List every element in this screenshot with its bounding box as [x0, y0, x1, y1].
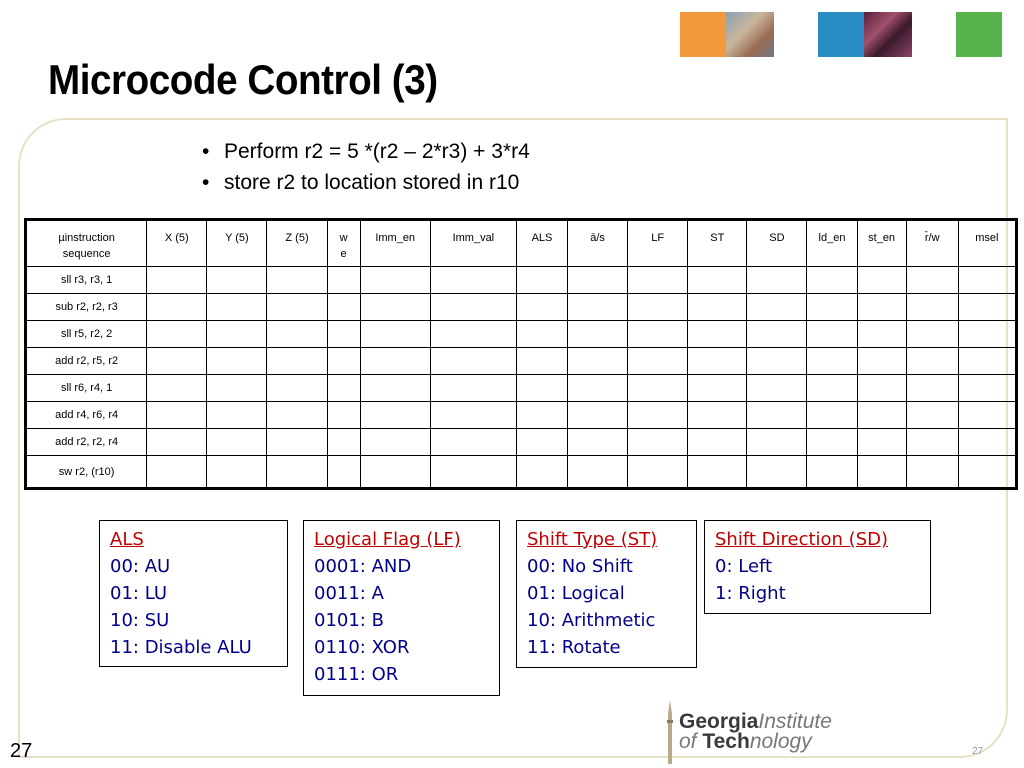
empty-cell	[747, 456, 807, 489]
header-cell: Imm_en	[360, 220, 430, 267]
empty-cell	[958, 402, 1016, 429]
empty-cell	[628, 294, 688, 321]
empty-cell	[516, 321, 567, 348]
empty-cell	[568, 348, 628, 375]
instruction-cell: sll r5, r2, 2	[26, 321, 147, 348]
legend-item: 10: SU	[110, 610, 170, 631]
header-cell: r̄/w	[906, 220, 958, 267]
legend-logical-flag	[303, 520, 500, 696]
legend-title: Logical Flag (LF)	[314, 529, 461, 550]
empty-cell	[267, 456, 327, 489]
empty-cell	[207, 267, 267, 294]
empty-cell	[807, 348, 857, 375]
empty-cell	[906, 348, 958, 375]
empty-cell	[267, 267, 327, 294]
empty-cell	[516, 456, 567, 489]
empty-cell	[688, 402, 747, 429]
table-row	[26, 429, 1017, 456]
empty-cell	[147, 429, 207, 456]
empty-cell	[958, 456, 1016, 489]
legend-item: 00: No Shift	[527, 556, 633, 577]
empty-cell	[516, 375, 567, 402]
legend-item: 10: Arithmetic	[527, 610, 656, 631]
empty-cell	[807, 294, 857, 321]
empty-cell	[628, 456, 688, 489]
legend-als	[99, 520, 288, 667]
empty-cell	[628, 429, 688, 456]
logo-word: Tech	[702, 730, 750, 753]
table-row	[26, 375, 1017, 402]
legend-item: 01: Logical	[527, 583, 625, 604]
empty-cell	[267, 321, 327, 348]
legend-item: 01: LU	[110, 583, 167, 604]
instruction-cell: add r2, r5, r2	[26, 348, 147, 375]
decorative-orange-tile	[680, 12, 726, 57]
header-cell: st_en	[857, 220, 906, 267]
empty-cell	[516, 267, 567, 294]
empty-cell	[568, 402, 628, 429]
slide-title: Microcode Control (3)	[48, 56, 438, 103]
header-cell: Y (5)	[207, 220, 267, 267]
empty-cell	[147, 456, 207, 489]
legend-shift-direction	[704, 520, 931, 614]
empty-cell	[568, 456, 628, 489]
legend-title: ALS	[110, 529, 144, 550]
empty-cell	[958, 375, 1016, 402]
empty-cell	[516, 402, 567, 429]
header-cell: w e	[327, 220, 360, 267]
header-cell: Imm_val	[430, 220, 516, 267]
empty-cell	[267, 348, 327, 375]
empty-cell	[147, 321, 207, 348]
logo-word: of	[679, 730, 703, 753]
empty-cell	[207, 294, 267, 321]
legend-item: 11: Disable ALU	[110, 637, 252, 658]
empty-cell	[688, 456, 747, 489]
empty-cell	[430, 456, 516, 489]
empty-cell	[430, 294, 516, 321]
empty-cell	[906, 267, 958, 294]
page-number-small: 27	[972, 746, 984, 757]
empty-cell	[688, 321, 747, 348]
instruction-cell: sll r3, r3, 1	[26, 267, 147, 294]
bullet-list	[200, 136, 530, 198]
table-row	[26, 402, 1017, 429]
empty-cell	[207, 402, 267, 429]
instruction-cell: add r2, r2, r4	[26, 429, 147, 456]
empty-cell	[747, 321, 807, 348]
empty-cell	[430, 375, 516, 402]
empty-cell	[747, 402, 807, 429]
empty-cell	[430, 348, 516, 375]
empty-cell	[147, 375, 207, 402]
empty-cell	[857, 348, 906, 375]
logo-word: Institute	[758, 710, 832, 733]
empty-cell	[857, 267, 906, 294]
empty-cell	[430, 402, 516, 429]
empty-cell	[516, 429, 567, 456]
empty-cell	[688, 348, 747, 375]
empty-cell	[327, 402, 360, 429]
empty-cell	[327, 429, 360, 456]
header-cell: ALS	[516, 220, 567, 267]
microcode-table	[24, 218, 1018, 490]
empty-cell	[807, 402, 857, 429]
empty-cell	[857, 375, 906, 402]
empty-cell	[628, 375, 688, 402]
bullet-item: • store r2 to location stored in r10	[200, 167, 530, 198]
empty-cell	[568, 429, 628, 456]
logo-word: nology	[749, 730, 812, 753]
empty-cell	[958, 294, 1016, 321]
empty-cell	[958, 348, 1016, 375]
empty-cell	[688, 375, 747, 402]
empty-cell	[857, 294, 906, 321]
table-body	[26, 267, 1017, 489]
empty-cell	[906, 456, 958, 489]
empty-cell	[360, 456, 430, 489]
empty-cell	[430, 267, 516, 294]
empty-cell	[628, 402, 688, 429]
table-row	[26, 348, 1017, 375]
header-cell: X (5)	[147, 220, 207, 267]
legend-shift-type	[516, 520, 697, 668]
legend-item: 0: Left	[715, 556, 773, 577]
empty-cell	[267, 402, 327, 429]
tech-tower-icon	[665, 700, 675, 764]
empty-cell	[207, 429, 267, 456]
legend-item: 1: Right	[715, 583, 786, 604]
empty-cell	[267, 375, 327, 402]
legend-item: 0110: XOR	[314, 637, 410, 658]
empty-cell	[958, 429, 1016, 456]
empty-cell	[430, 429, 516, 456]
empty-cell	[327, 321, 360, 348]
table-row	[26, 321, 1017, 348]
empty-cell	[360, 429, 430, 456]
table-row	[26, 456, 1017, 489]
empty-cell	[906, 294, 958, 321]
empty-cell	[360, 267, 430, 294]
header-cell: ā/s	[568, 220, 628, 267]
empty-cell	[688, 267, 747, 294]
instruction-cell: sw r2, (r10)	[26, 456, 147, 489]
empty-cell	[147, 402, 207, 429]
decorative-green-tile	[956, 12, 1002, 57]
empty-cell	[207, 456, 267, 489]
decorative-circuit-photo	[864, 12, 912, 57]
empty-cell	[906, 321, 958, 348]
empty-cell	[688, 294, 747, 321]
empty-cell	[747, 294, 807, 321]
empty-cell	[747, 267, 807, 294]
empty-cell	[568, 375, 628, 402]
header-cell: Z (5)	[267, 220, 327, 267]
instruction-cell: add r4, r6, r4	[26, 402, 147, 429]
empty-cell	[857, 402, 906, 429]
empty-cell	[430, 321, 516, 348]
empty-cell	[628, 348, 688, 375]
empty-cell	[360, 348, 430, 375]
legend-title: Shift Type (ST)	[527, 529, 658, 550]
empty-cell	[568, 321, 628, 348]
empty-cell	[147, 348, 207, 375]
legend-item: 0111: OR	[314, 664, 399, 685]
header-cell: µinstruction sequence	[26, 220, 147, 267]
empty-cell	[747, 429, 807, 456]
empty-cell	[958, 267, 1016, 294]
table-header-row	[26, 220, 1017, 267]
empty-cell	[207, 321, 267, 348]
header-cell: ST	[688, 220, 747, 267]
empty-cell	[747, 375, 807, 402]
empty-cell	[628, 321, 688, 348]
empty-cell	[807, 375, 857, 402]
empty-cell	[516, 348, 567, 375]
empty-cell	[207, 348, 267, 375]
empty-cell	[906, 402, 958, 429]
legend-item: 0101: B	[314, 610, 384, 631]
header-cell: ld_en	[807, 220, 857, 267]
empty-cell	[207, 375, 267, 402]
legend-item: 00: AU	[110, 556, 171, 577]
empty-cell	[568, 267, 628, 294]
empty-cell	[688, 429, 747, 456]
empty-cell	[327, 456, 360, 489]
legend-item: 11: Rotate	[527, 637, 621, 658]
empty-cell	[327, 375, 360, 402]
empty-cell	[857, 429, 906, 456]
empty-cell	[628, 267, 688, 294]
empty-cell	[807, 321, 857, 348]
empty-cell	[807, 267, 857, 294]
empty-cell	[906, 375, 958, 402]
empty-cell	[327, 348, 360, 375]
logo-wordmark	[679, 712, 832, 752]
logo-word: Georgia	[679, 710, 759, 733]
header-cell: LF	[628, 220, 688, 267]
bullet-item: • Perform r2 = 5 *(r2 – 2*r3) + 3*r4	[200, 136, 530, 167]
empty-cell	[147, 267, 207, 294]
decorative-campus-photo	[726, 12, 774, 57]
empty-cell	[327, 294, 360, 321]
header-cell: msel	[958, 220, 1016, 267]
table-row	[26, 267, 1017, 294]
empty-cell	[906, 429, 958, 456]
empty-cell	[360, 321, 430, 348]
empty-cell	[857, 321, 906, 348]
legend-item: 0001: AND	[314, 556, 412, 577]
empty-cell	[568, 294, 628, 321]
empty-cell	[857, 456, 906, 489]
empty-cell	[360, 375, 430, 402]
empty-cell	[267, 429, 327, 456]
decorative-blue-tile	[818, 12, 864, 57]
georgia-tech-logo	[665, 700, 875, 764]
page-number: 27	[10, 740, 33, 762]
empty-cell	[747, 348, 807, 375]
empty-cell	[516, 294, 567, 321]
legend-title: Shift Direction (SD)	[715, 529, 889, 550]
legend-item: 0011: A	[314, 583, 384, 604]
empty-cell	[958, 321, 1016, 348]
empty-cell	[360, 294, 430, 321]
instruction-cell: sub r2, r2, r3	[26, 294, 147, 321]
empty-cell	[360, 402, 430, 429]
empty-cell	[267, 294, 327, 321]
empty-cell	[807, 456, 857, 489]
empty-cell	[807, 429, 857, 456]
empty-cell	[147, 294, 207, 321]
header-cell: SD	[747, 220, 807, 267]
instruction-cell: sll r6, r4, 1	[26, 375, 147, 402]
table-row	[26, 294, 1017, 321]
empty-cell	[327, 267, 360, 294]
